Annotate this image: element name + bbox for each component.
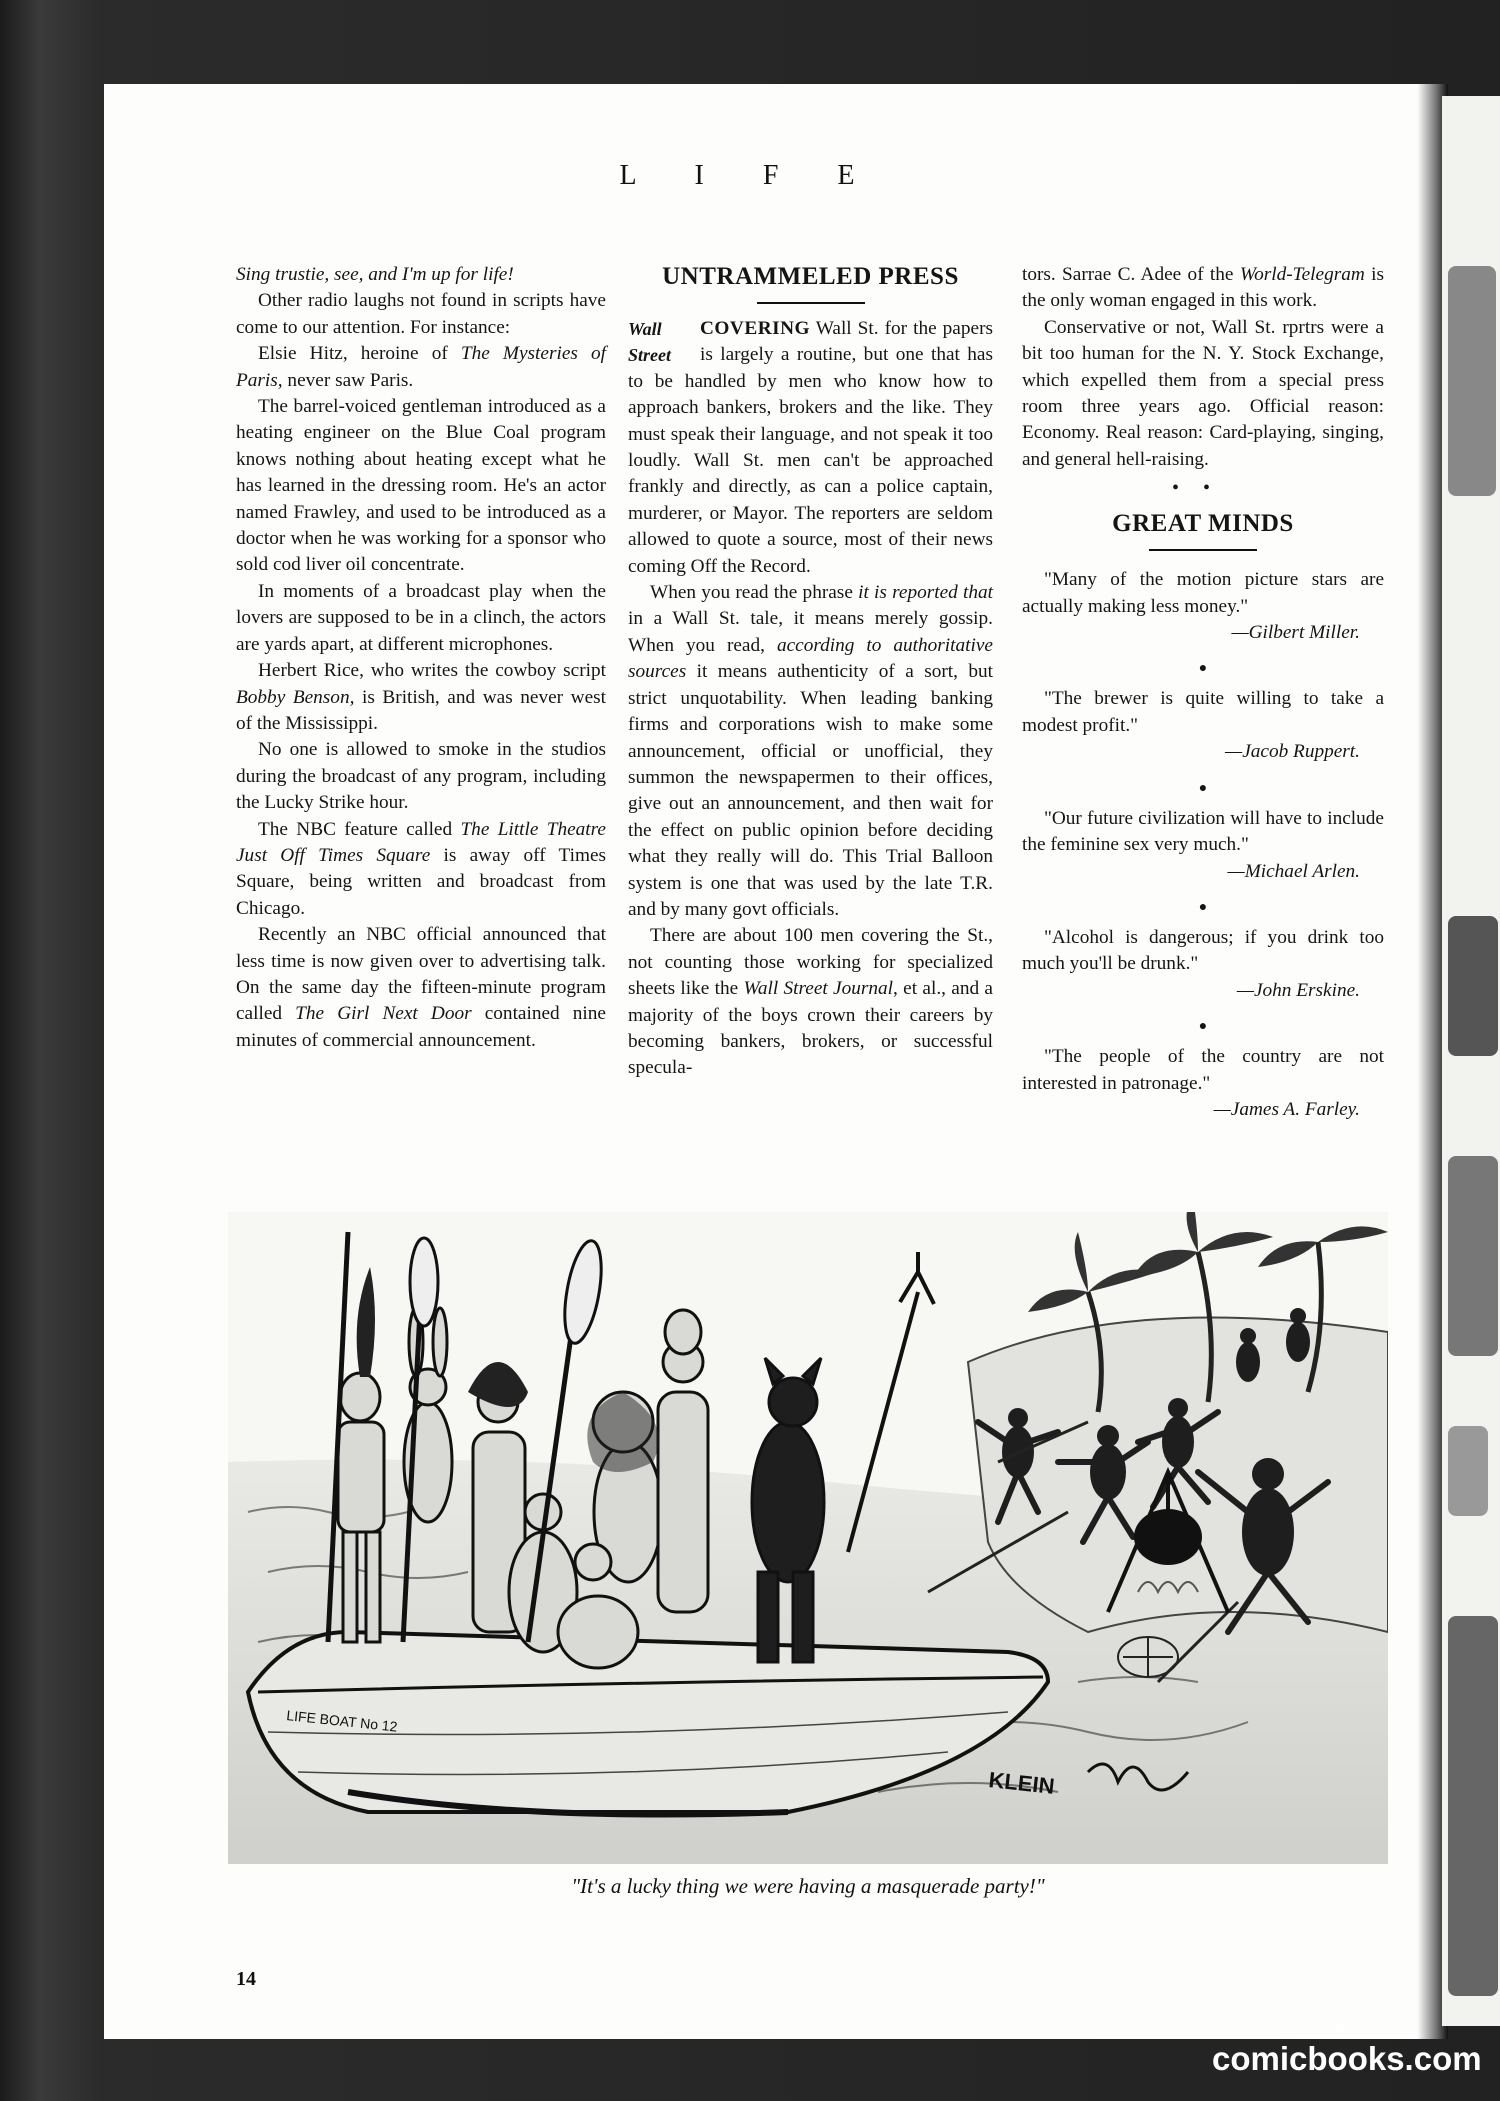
quote-author: —Michael Arlen. bbox=[1227, 860, 1360, 882]
quote: "The people of the country are not interested in patronage." bbox=[1022, 1046, 1384, 1094]
paragraph: The NBC feature called The Little Theatre Just Off Times Square is away off Times Square, being written and broadcast from Chicago. bbox=[236, 818, 607, 919]
boat-label: LIFE BOAT No 12 bbox=[285, 1707, 399, 1735]
paragraph: Herbert Rice, who writes the cowboy script Bobby Benson, is British, and was never west of the Mississippi. bbox=[236, 660, 606, 734]
section-divider-dots: •• bbox=[1171, 477, 1234, 500]
heading-rule bbox=[1149, 549, 1257, 551]
quote-author: —Gilbert Miller. bbox=[1231, 622, 1360, 644]
quote: "Many of the motion picture stars are actually making less money." bbox=[1022, 569, 1384, 617]
paragraph: In moments of a broadcast play when the lovers are supposed to be in a clinch, the actors are yards apart, at different microphones. bbox=[236, 580, 606, 655]
column-untrammeled-press bbox=[628, 262, 993, 1082]
watermark-dot bbox=[1336, 2024, 1344, 2032]
column-great-minds bbox=[1022, 262, 1384, 1123]
side-heading: Wall Street bbox=[628, 319, 671, 366]
bullet-divider: ● bbox=[1198, 780, 1208, 796]
paragraph: COVERING Wall St. for the papers is largely a routine, but one that has to be handled by men who know how to approach bankers, brokers and the like. They must speak their language, and not speak it too loudly. Wall St. men can't be approached frankly and directly, as can a police captain, murderer, or Mayor. The reporters are seldom allowed to quote a source, most of their news coming Off the Record. bbox=[628, 318, 993, 577]
section-heading-untrammeled-press: UNTRAMMELED PRESS bbox=[662, 263, 959, 290]
paragraph: Elsie Hitz, heroine of The Mysteries of Paris, never saw Paris. bbox=[236, 343, 606, 391]
paragraph: When you read the phrase it is reported that in a Wall St. tale, it means merely gossip. When you read, according to authoritative sources it means authenticity of a sort, but strict unquotability. When leading banking firms and corporations wish to make some announcement, official or unofficial, they summon the newspapermen to their offices, give out an announcement, and then wait for the effect on public opinion before deciding what they really will do. This Trial Balloon system is one that was used by the late T.R. and by many govt officials. bbox=[628, 582, 993, 920]
quote: "The brewer is quite willing to take a modest profit." bbox=[1022, 688, 1384, 736]
page-number: 14 bbox=[236, 1968, 256, 1990]
column-radio-laughs bbox=[236, 262, 606, 1054]
cartoon-illustration bbox=[228, 1212, 1388, 1864]
bullet-divider: ● bbox=[1198, 1019, 1208, 1035]
quote: "Alcohol is dangerous; if you drink too much you'll be drunk." bbox=[1022, 926, 1384, 975]
bullet-divider: ● bbox=[1198, 661, 1208, 677]
heading-rule bbox=[757, 302, 865, 304]
quote: "Our future civilization will have to include the feminine sex very much." bbox=[1022, 807, 1384, 856]
paragraph: Sing trustie, see, and I'm up for life! bbox=[236, 264, 514, 285]
cartoon-caption: "It's a lucky thing we were having a masquerade party!" bbox=[571, 1874, 1045, 1898]
paragraph: tors. Sarrae C. Adee of the World-Telegram is the only woman engaged in this work. bbox=[1022, 264, 1384, 312]
paragraph: There are about 100 men covering the St., not counting those working for specialized sheets like the Wall Street Journal, et al., and a majority of the boys crown their careers by becoming bankers, brokers, or successful specula- bbox=[628, 925, 993, 1079]
paragraph: No one is allowed to smoke in the studios during the broadcast of any program, including the Lucky Strike hour. bbox=[236, 739, 606, 814]
artist-signature: KLEIN bbox=[987, 1767, 1056, 1799]
paragraph: The barrel-voiced gentleman introduced as a heating engineer on the Blue Coal program knows nothing about heating except what he has learned in the dressing room. He's an actor named Frawley, and used to be introduced as a doctor when he was working for a sponsor who sold cod liver oil concentrate. bbox=[236, 396, 606, 576]
paragraph: Conservative or not, Wall St. rprtrs were a bit too human for the N. Y. Stock Exchange, which expelled them from a special press room three years ago. Official reason: Economy. Real reason: Card-playing, singing, and general hell-raising. bbox=[1022, 316, 1384, 470]
bullet-divider: ● bbox=[1198, 899, 1208, 915]
section-heading-great-minds: GREAT MINDS bbox=[1112, 510, 1294, 538]
facing-page-edge bbox=[1442, 96, 1500, 2026]
masthead: L I F E bbox=[619, 160, 881, 191]
quote-author: —James A. Farley. bbox=[1213, 1098, 1360, 1120]
quote-author: —Jacob Ruppert. bbox=[1225, 741, 1360, 763]
watermark-text: comicbooks.com bbox=[1212, 2040, 1482, 2077]
quote-author: —John Erskine. bbox=[1236, 979, 1360, 1001]
paragraph: Recently an NBC official announced that less time is now given over to advertising talk. On the same day the fifteen-minute program called The Girl Next Door contained nine minutes of commercial announcement. bbox=[236, 924, 606, 1051]
paragraph: Other radio laughs not found in scripts have come to our attention. For instance: bbox=[236, 290, 606, 338]
